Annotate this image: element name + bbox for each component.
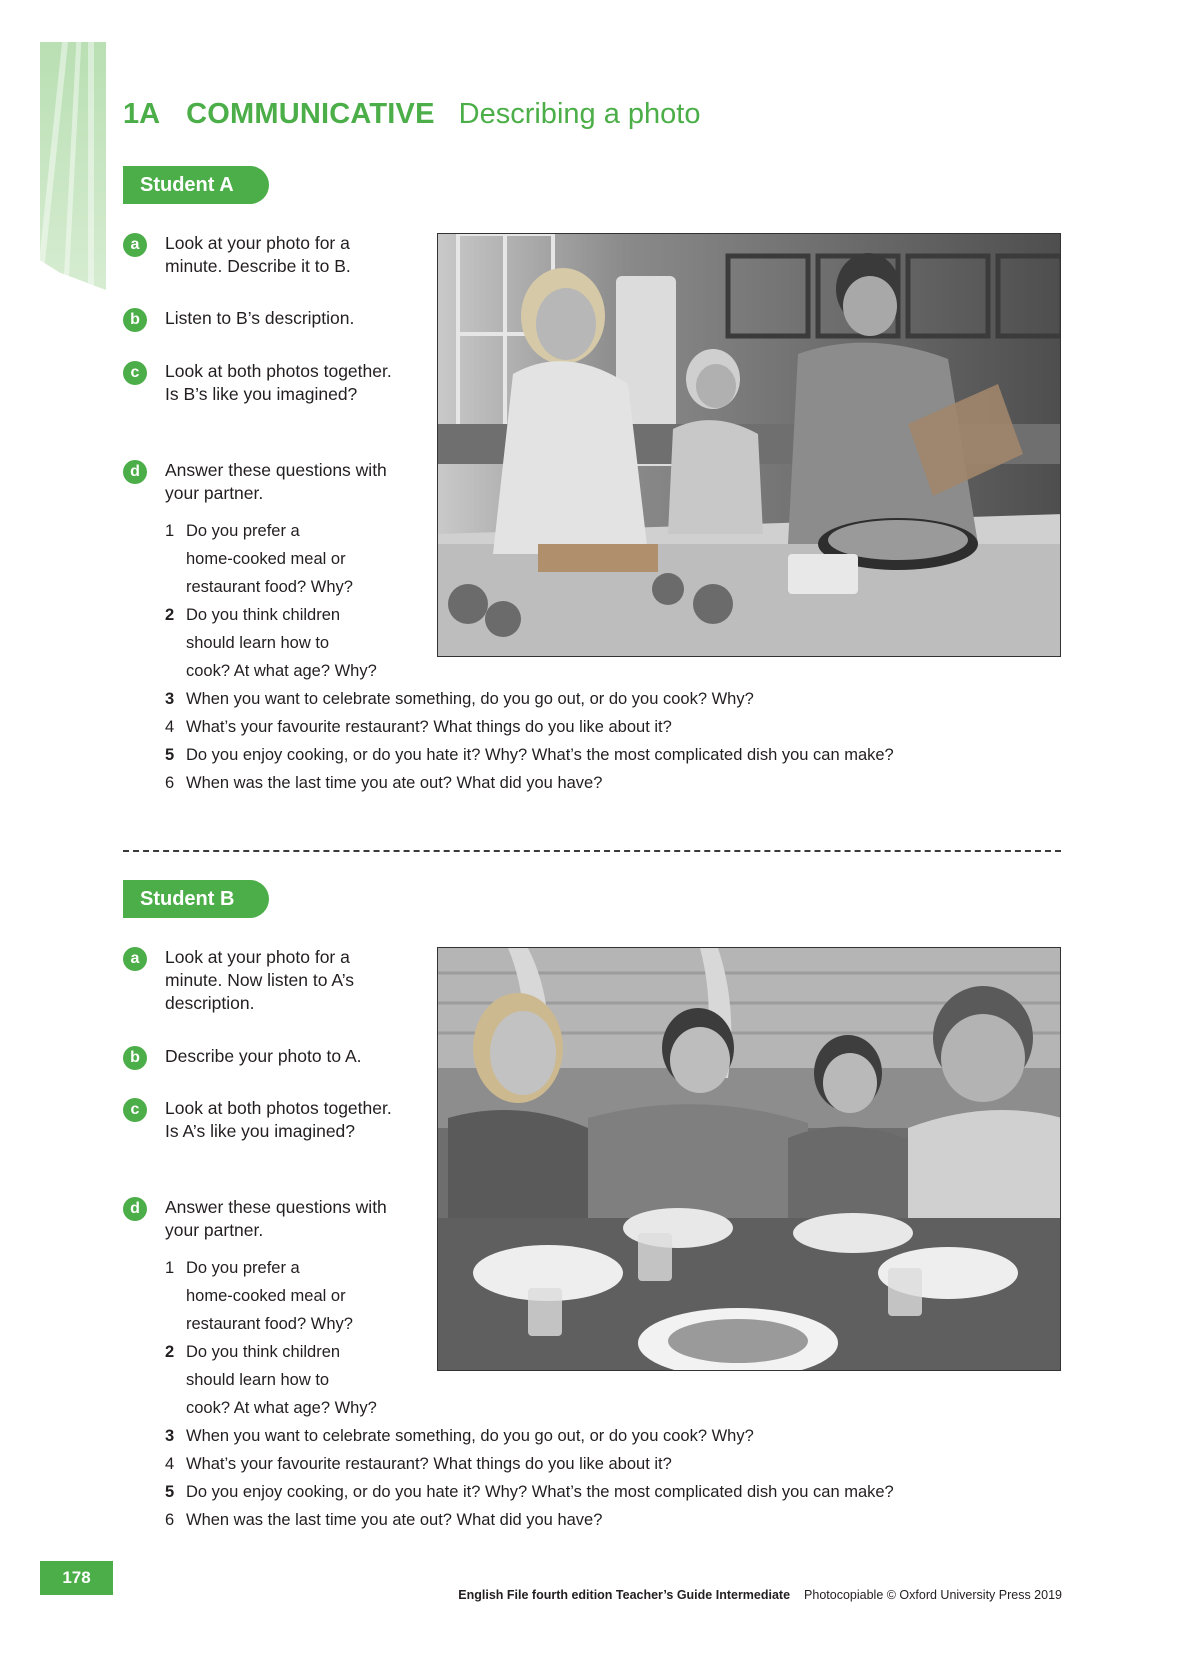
question-2: 2 Do you think children: [165, 606, 341, 624]
question-2: 2 Do you think children: [165, 1343, 341, 1361]
step-letter: c: [123, 1098, 147, 1122]
step-letter: b: [123, 308, 147, 332]
activity-type: COMMUNICATIVE: [186, 98, 435, 130]
step-text: Answer these questions with your partner.: [165, 460, 387, 503]
question-1: 1 Do you prefer a: [165, 1259, 300, 1277]
step-letter: c: [123, 361, 147, 385]
student-b-label: Student B: [123, 880, 269, 918]
unit-code: 1A: [123, 98, 161, 130]
question-2-line-3: cook? At what age? Why?: [186, 662, 377, 680]
step-text: Listen to B’s description.: [165, 308, 355, 328]
question-4: 4 What’s your favourite restaurant? What things do you like about it?: [165, 1455, 672, 1473]
step-text: Look at both photos together. Is A’s like you imagined?: [165, 1098, 392, 1141]
cut-line: [123, 850, 1061, 852]
step-a: [123, 232, 403, 278]
step-text: Look at your photo for a minute. Now listen to A’s description.: [165, 947, 355, 1013]
book-title: English File fourth edition Teacher’s Guide Intermediate: [458, 1588, 791, 1602]
student-a-label: Student A: [123, 166, 269, 204]
step-d: [123, 459, 403, 505]
question-1-line-3: restaurant food? Why?: [186, 578, 353, 596]
question-4: 4 What’s your favourite restaurant? What things do you like about it?: [165, 718, 672, 736]
copyright-notice: Photocopiable © Oxford University Press 2019: [804, 1588, 1062, 1602]
question-2-line-3: cook? At what age? Why?: [186, 1399, 377, 1417]
question-3: 3 When you want to celebrate something, do you go out, or do you cook? Why?: [165, 1427, 754, 1445]
family-restaurant-photo: [437, 947, 1061, 1371]
page-number: 178: [40, 1561, 113, 1595]
step-text: Answer these questions with your partner.: [165, 1197, 387, 1240]
restaurant-scene-image: [438, 948, 1061, 1371]
step-letter: d: [123, 460, 147, 484]
step-text: Look at your photo for a minute. Describe it to B.: [165, 233, 351, 276]
step-a: [123, 946, 403, 1015]
question-1-line-2: home-cooked meal or: [186, 550, 346, 568]
family-cooking-photo: [437, 233, 1061, 657]
activity-topic: Describing a photo: [458, 98, 701, 130]
question-1: 1 Do you prefer a: [165, 522, 300, 540]
step-c: [123, 1097, 403, 1143]
question-6: 6 When was the last time you ate out? What did you have?: [165, 774, 603, 792]
corner-decoration: [40, 42, 106, 290]
question-5: 5 Do you enjoy cooking, or do you hate it? Why? What’s the most complicated dish you can make?: [165, 746, 894, 764]
step-text: Look at both photos together. Is B’s like you imagined?: [165, 361, 392, 404]
step-c: [123, 360, 403, 406]
kitchen-scene-image: [438, 234, 1061, 657]
question-1-line-2: home-cooked meal or: [186, 1287, 346, 1305]
step-d: [123, 1196, 403, 1242]
step-b: [123, 1045, 403, 1068]
step-letter: a: [123, 233, 147, 257]
step-letter: d: [123, 1197, 147, 1221]
step-letter: b: [123, 1046, 147, 1070]
step-letter: a: [123, 947, 147, 971]
question-2-line-2: should learn how to: [186, 1371, 330, 1389]
question-5: 5 Do you enjoy cooking, or do you hate it? Why? What’s the most complicated dish you can make?: [165, 1483, 894, 1501]
question-1-line-3: restaurant food? Why?: [186, 1315, 353, 1333]
page-title: [123, 98, 700, 131]
step-text: Describe your photo to A.: [165, 1046, 362, 1066]
question-2-line-2: should learn how to: [186, 634, 330, 652]
question-3: 3 When you want to celebrate something, do you go out, or do you cook? Why?: [165, 690, 754, 708]
question-6: 6 When was the last time you ate out? What did you have?: [165, 1511, 603, 1529]
footer-credits: [458, 1588, 1062, 1602]
step-b: [123, 307, 403, 330]
